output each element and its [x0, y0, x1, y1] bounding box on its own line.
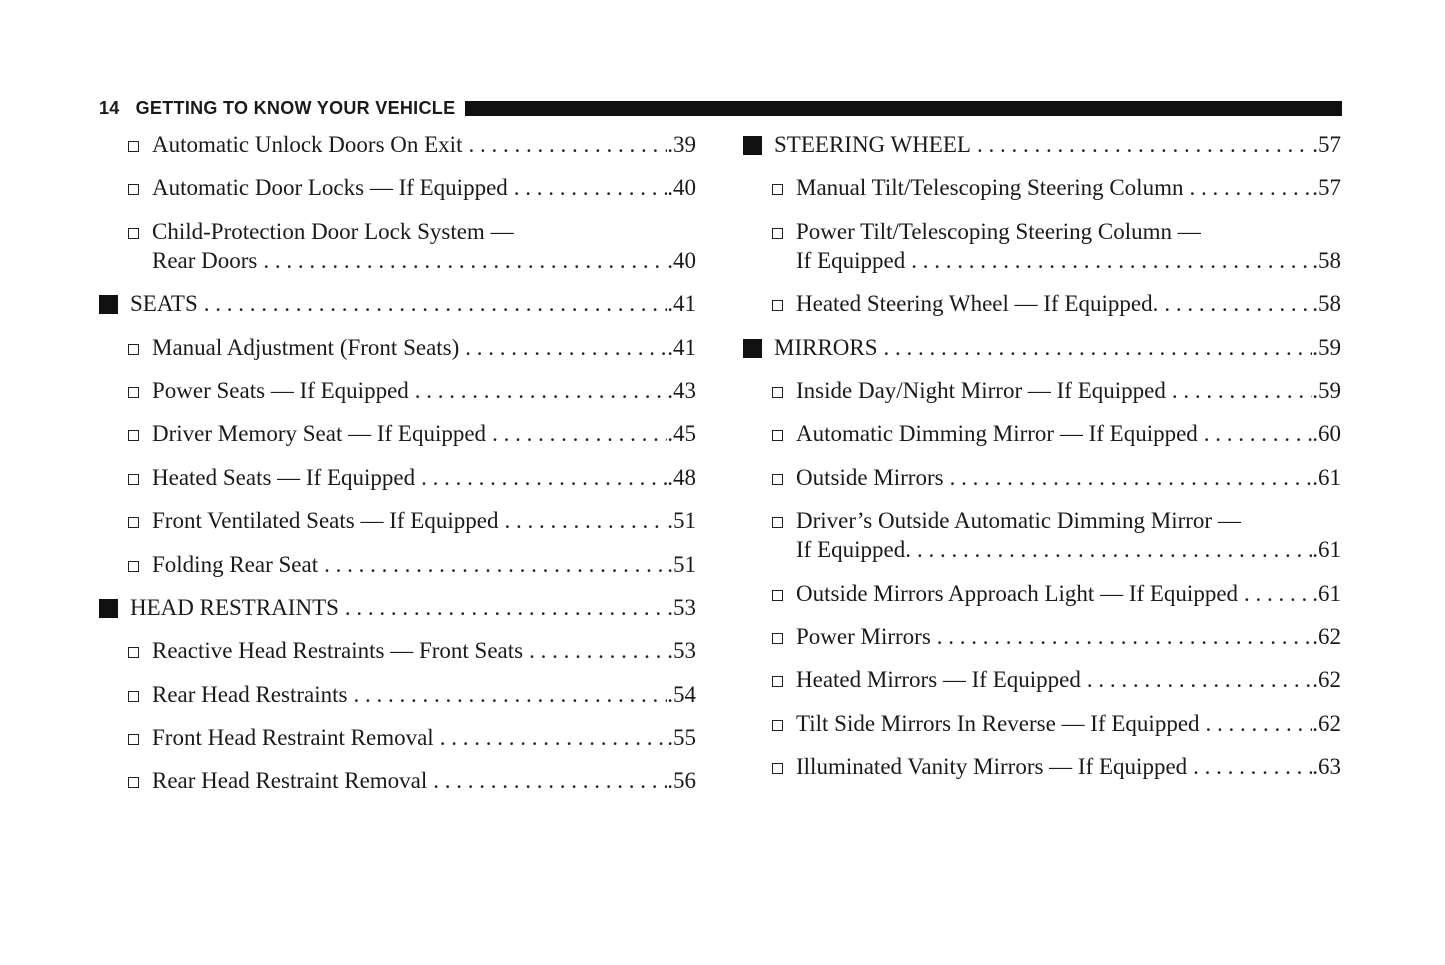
- hollow-square-bullet-icon: [772, 763, 783, 774]
- toc-entry-title: Tilt Side Mirrors In Reverse — If Equipped: [796, 710, 1200, 736]
- toc-subsection-entry[interactable]: [743, 500, 1341, 572]
- toc-entry-title: HEAD RESTRAINTS: [130, 594, 339, 620]
- dot-leader: [409, 377, 667, 405]
- toc-page-number: .51: [667, 508, 696, 534]
- toc-entry-title: Heated Steering Wheel — If Equipped.: [796, 291, 1159, 317]
- toc-entry-title-line1: Driver’s Outside Automatic Dimming Mirror —: [796, 508, 1241, 534]
- header-rule: [465, 101, 1342, 116]
- hollow-square-bullet-icon: [128, 387, 139, 398]
- hollow-square-bullet-icon: [128, 517, 139, 528]
- toc-page-number: .45: [667, 421, 696, 447]
- section-title: GETTING TO KNOW YOUR VEHICLE: [135, 97, 456, 118]
- dot-leader: [1187, 753, 1312, 781]
- page-header: [99, 96, 1342, 120]
- toc-entry-line: [130, 290, 696, 318]
- toc-entry-line: [152, 637, 696, 665]
- toc-entry-title-line1: Power Tilt/Telescoping Steering Column —: [796, 218, 1201, 244]
- toc-page-number: .61: [1312, 537, 1341, 563]
- toc-entry-title: Manual Tilt/Telescoping Steering Column: [796, 175, 1184, 201]
- dot-leader: [1200, 710, 1313, 738]
- toc-entry-title-line1: Child-Protection Door Lock System —: [152, 218, 514, 244]
- toc-subsection-entry[interactable]: [99, 674, 696, 717]
- toc-page-number: .53: [667, 638, 696, 664]
- toc-entry-line: [152, 131, 696, 159]
- toc-entry-line: [796, 753, 1341, 781]
- toc-entry-line: [130, 594, 696, 622]
- toc-entry-line: [152, 681, 696, 709]
- toc-entry-title: Automatic Door Locks — If Equipped: [152, 175, 508, 201]
- toc-subsection-entry[interactable]: [99, 167, 696, 210]
- hollow-square-bullet-icon: [128, 141, 139, 152]
- toc-entry-title: Reactive Head Restraints — Front Seats: [152, 638, 524, 664]
- hollow-square-bullet-icon: [128, 474, 139, 485]
- dot-leader: [1166, 377, 1312, 405]
- toc-entry-title: Manual Adjustment (Front Seats): [152, 334, 460, 360]
- toc-entry-title: Automatic Unlock Doors On Exit: [152, 132, 463, 157]
- toc-page-number: .56: [667, 768, 696, 794]
- dot-leader: [1238, 580, 1312, 608]
- toc-page-number: .59: [1312, 377, 1341, 403]
- toc-page-number: .58: [1312, 247, 1341, 273]
- dot-leader: [434, 724, 668, 752]
- hollow-square-bullet-icon: [128, 734, 139, 745]
- dot-leader: [318, 551, 667, 579]
- toc-entry-line: [796, 580, 1341, 608]
- hollow-square-bullet-icon: [128, 228, 139, 239]
- filled-square-bullet-icon: [99, 599, 118, 618]
- toc-section-entry[interactable]: [743, 124, 1341, 167]
- toc-subsection-entry[interactable]: [743, 283, 1341, 326]
- dot-leader: [198, 290, 668, 318]
- dot-leader: [944, 464, 1313, 492]
- toc-entry-line: [152, 507, 696, 535]
- dot-leader: [1081, 666, 1312, 694]
- toc-entry-title: Rear Head Restraint Removal: [152, 768, 428, 794]
- toc-page-number: .60: [1312, 421, 1341, 447]
- toc-subsection-entry[interactable]: [743, 616, 1341, 659]
- toc-subsection-entry[interactable]: [743, 746, 1341, 789]
- dot-leader: [508, 174, 667, 202]
- toc-subsection-entry[interactable]: [99, 717, 696, 760]
- toc-entry-title: Outside Mirrors: [796, 464, 944, 490]
- toc-entry-title: STEERING WHEEL: [774, 132, 971, 157]
- toc-subsection-entry[interactable]: [99, 413, 696, 456]
- filled-square-bullet-icon: [743, 339, 762, 358]
- hollow-square-bullet-icon: [772, 590, 783, 601]
- toc-section-entry[interactable]: [743, 327, 1341, 370]
- hollow-square-bullet-icon: [772, 633, 783, 644]
- toc-subsection-entry[interactable]: [99, 760, 696, 803]
- dot-leader: [347, 681, 667, 709]
- hollow-square-bullet-icon: [128, 777, 139, 788]
- toc-entry-line: [152, 218, 696, 246]
- toc-subsection-entry[interactable]: [743, 413, 1341, 456]
- toc-page-number: .40: [667, 247, 696, 273]
- toc-left-column: [99, 124, 696, 804]
- toc-page-number: .59: [1312, 334, 1341, 360]
- dot-leader: [931, 623, 1312, 651]
- hollow-square-bullet-icon: [772, 474, 783, 485]
- dot-leader: [1198, 420, 1312, 448]
- hollow-square-bullet-icon: [772, 228, 783, 239]
- page-number: 14: [99, 97, 120, 118]
- toc-entry-line: [796, 464, 1341, 492]
- dot-leader: [459, 334, 667, 362]
- dot-leader: [1158, 290, 1312, 318]
- toc-entry-title: If Equipped.: [796, 537, 911, 563]
- toc-entry-line: [796, 247, 1341, 275]
- toc-subsection-entry[interactable]: [99, 124, 696, 167]
- dot-leader: [339, 594, 667, 622]
- toc-entry-line: [152, 551, 696, 579]
- hollow-square-bullet-icon: [772, 387, 783, 398]
- toc-right-column: [743, 124, 1341, 789]
- toc-subsection-entry[interactable]: [743, 370, 1341, 413]
- hollow-square-bullet-icon: [772, 430, 783, 441]
- toc-entry-title: Front Ventilated Seats — If Equipped: [152, 508, 499, 534]
- toc-page-number: .63: [1312, 754, 1341, 780]
- toc-page-number: .61: [1312, 580, 1341, 606]
- dot-leader: [905, 247, 1312, 275]
- toc-page-number: .53: [667, 594, 696, 620]
- filled-square-bullet-icon: [743, 136, 762, 155]
- toc-subsection-entry[interactable]: [99, 630, 696, 673]
- toc-subsection-entry[interactable]: [99, 544, 696, 587]
- toc-page-number: .54: [667, 681, 696, 707]
- toc-entry-line: [796, 174, 1341, 202]
- toc-entry-title: MIRRORS: [774, 334, 878, 360]
- toc-subsection-entry[interactable]: [99, 211, 696, 283]
- toc-entry-line: [796, 218, 1341, 246]
- toc-entry-line: [152, 420, 696, 448]
- toc-section-entry[interactable]: [99, 283, 696, 326]
- toc-entry-line: [796, 666, 1341, 694]
- dot-leader: [911, 536, 1312, 564]
- toc-subsection-entry[interactable]: [743, 167, 1341, 210]
- toc-entry-line: [796, 420, 1341, 448]
- toc-page-number: .58: [1312, 291, 1341, 317]
- toc-page-number: .51: [667, 551, 696, 577]
- toc-subsection-entry[interactable]: [99, 327, 696, 370]
- toc-entry-title: Driver Memory Seat — If Equipped: [152, 421, 487, 447]
- hollow-square-bullet-icon: [772, 720, 783, 731]
- hollow-square-bullet-icon: [128, 430, 139, 441]
- toc-entry-title: If Equipped: [796, 247, 906, 273]
- toc-subsection-entry[interactable]: [99, 370, 696, 413]
- toc-page-number: .43: [667, 377, 696, 403]
- toc-page-number: .41: [667, 334, 696, 360]
- toc-page-number: .61: [1312, 464, 1341, 490]
- toc-entry-title: Rear Doors: [152, 247, 258, 273]
- hollow-square-bullet-icon: [772, 300, 783, 311]
- toc-subsection-entry[interactable]: [743, 703, 1341, 746]
- toc-page-number: .62: [1312, 667, 1341, 693]
- toc-subsection-entry[interactable]: [743, 457, 1341, 500]
- toc-entry-line: [774, 131, 1341, 159]
- toc-entry-line: [152, 334, 696, 362]
- toc-subsection-entry[interactable]: [99, 457, 696, 500]
- toc-entry-line: [152, 767, 696, 795]
- toc-entry-title: Heated Seats — If Equipped: [152, 464, 416, 490]
- filled-square-bullet-icon: [99, 295, 118, 314]
- toc-page-number: .55: [667, 725, 696, 751]
- toc-page-number: .40: [667, 175, 696, 201]
- hollow-square-bullet-icon: [128, 184, 139, 195]
- hollow-square-bullet-icon: [128, 647, 139, 658]
- toc-entry-title: Heated Mirrors — If Equipped: [796, 667, 1081, 693]
- toc-entry-line: [774, 334, 1341, 362]
- dot-leader: [486, 420, 667, 448]
- hollow-square-bullet-icon: [128, 561, 139, 572]
- dot-leader: [498, 507, 667, 535]
- hollow-square-bullet-icon: [772, 517, 783, 528]
- toc-entry-line: [152, 174, 696, 202]
- toc-page-number: .41: [667, 291, 696, 317]
- toc-entry-line: [152, 724, 696, 752]
- toc-page-number: .57: [1312, 175, 1341, 201]
- hollow-square-bullet-icon: [772, 676, 783, 687]
- dot-leader: [1183, 174, 1312, 202]
- toc-page-number: .62: [1312, 710, 1341, 736]
- toc-entry-line: [796, 377, 1341, 405]
- dot-leader: [257, 247, 667, 275]
- toc-subsection-entry[interactable]: [743, 211, 1341, 283]
- dot-leader: [523, 637, 667, 665]
- toc-entry-title: Folding Rear Seat: [152, 551, 319, 577]
- toc-entry-title: Rear Head Restraints: [152, 681, 348, 707]
- toc-entry-title: Front Head Restraint Removal: [152, 725, 434, 751]
- toc-entry-line: [796, 507, 1341, 535]
- dot-leader: [415, 464, 667, 492]
- dot-leader: [878, 334, 1313, 362]
- toc-subsection-entry[interactable]: [743, 573, 1341, 616]
- toc-page-number: .62: [1312, 623, 1341, 649]
- toc-entry-title: Power Seats — If Equipped: [152, 377, 409, 403]
- toc-entry-title: Automatic Dimming Mirror — If Equipped: [796, 421, 1198, 447]
- toc-entry-line: [796, 536, 1341, 564]
- toc-entry-line: [796, 623, 1341, 651]
- toc-entry-line: [796, 290, 1341, 318]
- dot-leader: [462, 131, 667, 159]
- toc-entry-title: Illuminated Vanity Mirrors — If Equipped: [796, 754, 1188, 780]
- toc-entry-title: Inside Day/Night Mirror — If Equipped: [796, 377, 1166, 403]
- toc-entry-title: SEATS: [130, 291, 198, 317]
- hollow-square-bullet-icon: [772, 184, 783, 195]
- toc-entry-line: [152, 247, 696, 275]
- toc-page-number: .57: [1312, 132, 1341, 157]
- toc-section-entry[interactable]: [99, 587, 696, 630]
- toc-page-number: .48: [667, 464, 696, 490]
- toc-subsection-entry[interactable]: [743, 659, 1341, 702]
- dot-leader: [427, 767, 667, 795]
- toc-entry-line: [796, 710, 1341, 738]
- toc-entry-title: Outside Mirrors Approach Light — If Equipped: [796, 580, 1239, 606]
- toc-entry-title: Power Mirrors: [796, 623, 931, 649]
- dot-leader: [971, 131, 1312, 159]
- toc-entry-line: [152, 464, 696, 492]
- hollow-square-bullet-icon: [128, 691, 139, 702]
- toc-entry-line: [152, 377, 696, 405]
- hollow-square-bullet-icon: [128, 344, 139, 355]
- toc-subsection-entry[interactable]: [99, 500, 696, 543]
- toc-page-number: .39: [667, 132, 696, 157]
